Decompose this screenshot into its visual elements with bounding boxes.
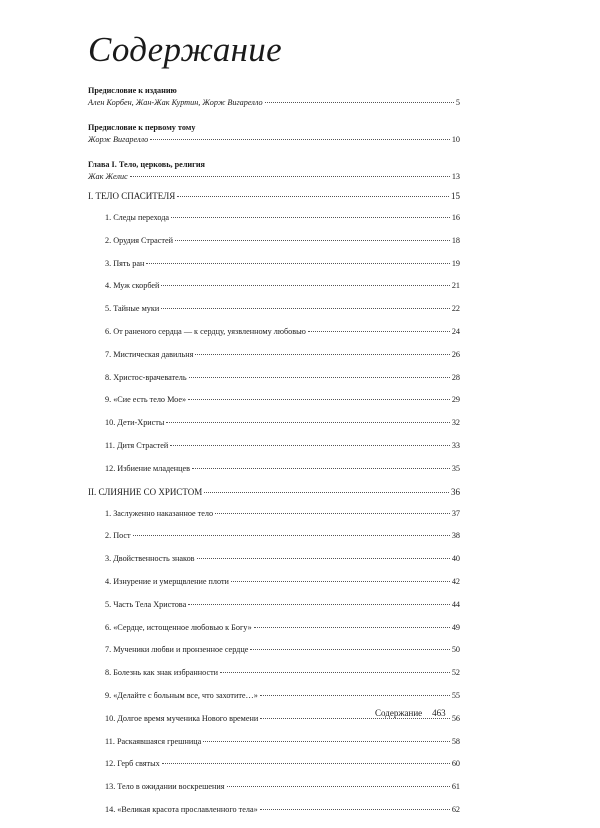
page-number: 55: [451, 690, 460, 700]
page-number: 50: [451, 645, 460, 655]
page-number: 62: [451, 804, 460, 814]
chapter-title: 4. Изнурение и умерщвление плоти: [105, 576, 229, 586]
dot-leader: [166, 422, 449, 423]
section-heading: Предисловие к первому тому: [88, 123, 196, 132]
chapter-title: 3. Двойственность знаков: [105, 554, 195, 564]
toc-chapter[interactable]: [88, 782, 460, 805]
page-title: Содержание: [88, 30, 282, 69]
dot-leader: [133, 535, 450, 536]
chapter-title: 12. Герб святых: [105, 759, 160, 769]
dot-leader: [227, 786, 450, 787]
page-number: 18: [451, 235, 460, 245]
dot-leader: [130, 176, 450, 177]
dot-leader: [171, 217, 450, 218]
dot-leader: [260, 809, 450, 810]
entry-author: Жорж Вигарелло: [88, 135, 149, 144]
toc-part[interactable]: [88, 191, 460, 213]
toc-chapter[interactable]: [88, 600, 460, 623]
toc-chapter[interactable]: [88, 281, 460, 304]
page-number: 61: [451, 782, 460, 792]
chapter-title: 14. «Великая красота прославленного тела»: [105, 804, 258, 814]
chapter-title: 10. Дети-Христы: [105, 418, 165, 428]
page-number: 19: [451, 258, 460, 268]
page-number: 35: [451, 463, 460, 473]
chapter-one-heading: [88, 159, 460, 183]
page-number: 10: [451, 135, 460, 144]
dot-leader: [254, 627, 450, 628]
dot-leader: [177, 196, 449, 197]
chapter-title: 9. «Сие есть тело Мое»: [105, 395, 187, 405]
page-number: 40: [451, 554, 460, 564]
page-number: 49: [451, 622, 460, 632]
toc-chapter[interactable]: [88, 668, 460, 691]
chapter-title: 3. Пять ран: [105, 258, 145, 268]
dot-leader: [308, 331, 450, 332]
dot-leader: [162, 763, 450, 764]
toc-entry[interactable]: [88, 134, 460, 146]
toc-chapter[interactable]: [88, 327, 460, 350]
dot-leader: [175, 240, 450, 241]
chapter-title: 1. Заслуженно наказанное тело: [105, 508, 214, 518]
toc-chapter[interactable]: [88, 805, 460, 828]
footer-page-number: 463: [432, 708, 446, 718]
page-number: 33: [451, 440, 460, 450]
dot-leader: [195, 354, 449, 355]
dot-leader: [215, 513, 450, 514]
chapter-title: 8. Болезнь как знак избранности: [105, 668, 219, 678]
dot-leader: [189, 377, 450, 378]
chapter-title: 5. Тайные муки: [105, 304, 160, 314]
chapter-title: 7. Мистическая давильня: [105, 349, 194, 359]
toc-chapter[interactable]: [88, 737, 460, 760]
page-number: 37: [451, 508, 460, 518]
dot-leader: [203, 741, 450, 742]
dot-leader: [161, 285, 449, 286]
toc-chapter[interactable]: [88, 554, 460, 577]
footer-label: Содержание: [375, 708, 423, 718]
entry-author: Жак Желис: [88, 172, 128, 181]
toc-chapter[interactable]: [88, 259, 460, 282]
page-number: 58: [451, 736, 460, 746]
entry-author: Ален Корбен, Жан-Жак Куртин, Жорж Вигарелло: [88, 98, 263, 107]
dot-leader: [265, 102, 454, 103]
page-number: 56: [451, 713, 460, 723]
dot-leader: [170, 445, 450, 446]
chapter-title: 10. Долгое время мученика Нового времени: [105, 713, 259, 723]
chapter-title: 2. Орудия Страстей: [105, 235, 174, 245]
page-number: 15: [451, 191, 460, 201]
toc-chapter[interactable]: [88, 531, 460, 554]
page-number: 52: [451, 668, 460, 678]
toc-part[interactable]: [88, 487, 460, 509]
page-footer: [375, 708, 446, 718]
dot-leader: [197, 558, 450, 559]
page-number: 36: [451, 486, 460, 497]
chapter-title: 11. Дитя Страстей: [105, 440, 169, 450]
preface-edition: [88, 85, 460, 109]
chapter-title: 13. Тело в ожидании воскрешения: [105, 782, 225, 792]
dot-leader: [161, 308, 450, 309]
preface-first-volume: [88, 122, 460, 146]
dot-leader: [250, 649, 449, 650]
page-number: 32: [451, 418, 460, 428]
page-number: 24: [451, 326, 460, 336]
section-heading: Предисловие к изданию: [88, 86, 177, 95]
chapter-title: 1. Следы перехода: [105, 213, 170, 222]
page-number: 29: [451, 395, 460, 405]
dot-leader: [260, 695, 450, 696]
chapter-title: 5. Часть Тела Христова: [105, 599, 187, 609]
toc-chapter[interactable]: [88, 623, 460, 646]
chapter-title: 6. «Сердце, истощенное любовью к Богу»: [105, 622, 252, 632]
page-number: 28: [451, 372, 460, 382]
page-number: 13: [451, 172, 460, 181]
toc-chapter[interactable]: [88, 350, 460, 373]
chapter-title: 4. Муж скорбей: [105, 281, 160, 291]
chapter-title: 9. «Делайте с больным все, что захотите…»: [105, 690, 258, 700]
dot-leader: [188, 399, 450, 400]
page-number: 16: [451, 213, 460, 222]
parts-list: [88, 191, 460, 828]
page-number: 38: [451, 531, 460, 541]
dot-leader: [192, 468, 450, 469]
toc-chapter[interactable]: [88, 464, 460, 487]
chapter-title: 12. Избиение младенцев: [105, 463, 191, 473]
chapter-title: 6. От раненого сердца — к сердцу, уязвленному любовью: [105, 326, 306, 336]
toc-chapter[interactable]: [88, 441, 460, 464]
chapter-title: 7. Мученики любви и пронзенное сердце: [105, 645, 249, 655]
dot-leader: [150, 139, 450, 140]
toc-chapter[interactable]: [88, 395, 460, 418]
section-heading: Глава I. Тело, церковь, религия: [88, 160, 205, 169]
dot-leader: [204, 492, 449, 493]
toc-entry[interactable]: [88, 97, 460, 109]
dot-leader: [146, 263, 449, 264]
part-title: I. ТЕЛО СПАСИТЕЛЯ: [88, 191, 176, 201]
page-number: 5: [455, 98, 460, 107]
toc-chapter[interactable]: [88, 509, 460, 532]
chapter-title: 11. Раскаявшаяся грешница: [105, 736, 202, 746]
page-number: 44: [451, 599, 460, 609]
toc-chapter[interactable]: [88, 373, 460, 396]
dot-leader: [220, 672, 450, 673]
toc-chapter[interactable]: [88, 213, 460, 236]
toc-chapter[interactable]: [88, 577, 460, 600]
toc-entry[interactable]: [88, 171, 460, 183]
toc-chapter[interactable]: [88, 304, 460, 327]
toc-chapter[interactable]: [88, 236, 460, 259]
part-title: II. СЛИЯНИЕ СО ХРИСТОМ: [88, 486, 203, 497]
page-number: 26: [451, 349, 460, 359]
dot-leader: [188, 604, 450, 605]
toc-chapter[interactable]: [88, 645, 460, 668]
chapter-title: 2. Пост: [105, 531, 131, 541]
page-number: 42: [451, 576, 460, 586]
toc-chapter[interactable]: [88, 418, 460, 441]
page-number: 22: [451, 304, 460, 314]
toc-chapter[interactable]: [88, 759, 460, 782]
dot-leader: [231, 581, 450, 582]
page-number: 60: [451, 759, 460, 769]
chapter-title: 8. Христос-врачеватель: [105, 372, 187, 382]
page-number: 21: [451, 281, 460, 291]
